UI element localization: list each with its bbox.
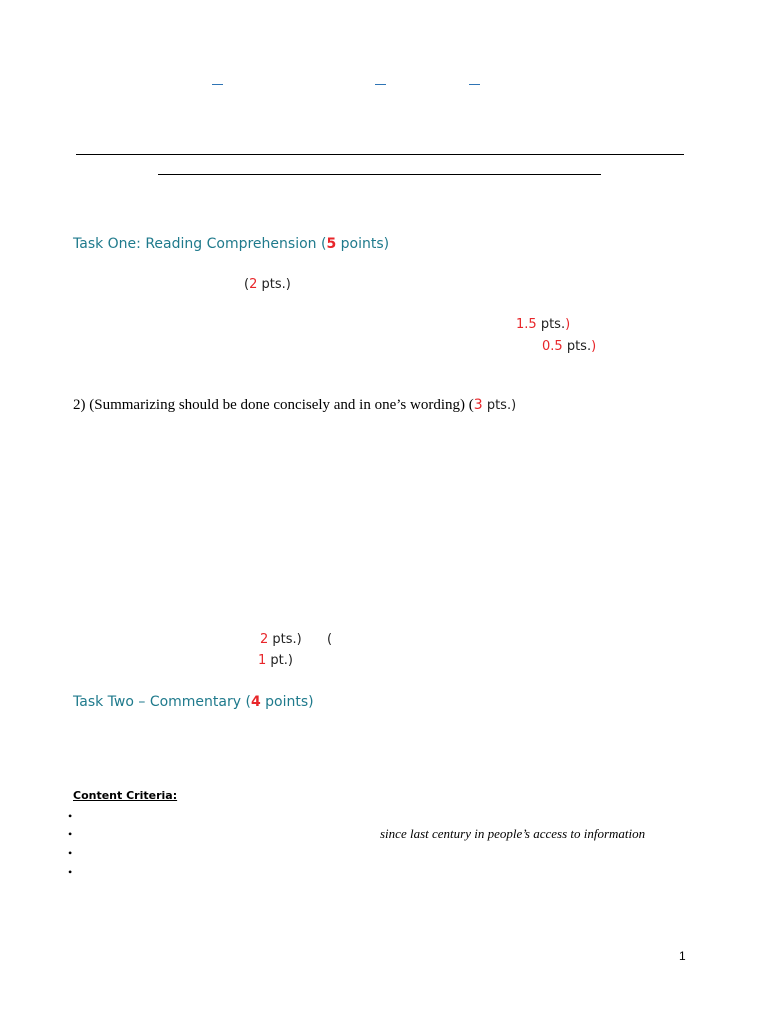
- page-number: 1: [679, 949, 686, 963]
- q2-text: 2) (Summarizing should be done concisely and in one’s wording) (: [73, 397, 474, 413]
- q1a-unit: pts.: [536, 317, 566, 332]
- q4-points: [258, 653, 293, 668]
- header-rule-long: [76, 154, 684, 155]
- criteria-bullet-1: •: [68, 809, 73, 823]
- criteria-bullet-2-text: since last century in people’s access to information: [380, 826, 646, 841]
- q1a-points: [516, 317, 570, 332]
- task-two-title: [73, 694, 314, 710]
- task-two-points: 4: [250, 694, 261, 710]
- q1-unit: pts.): [257, 277, 291, 292]
- header-field-underline-2: [375, 84, 386, 85]
- q1b-points: [542, 339, 596, 354]
- task-two-title-prefix: Task Two – Commentary (: [73, 694, 251, 710]
- q4-value: 1: [258, 653, 267, 668]
- q1b-close: ): [591, 339, 597, 354]
- q1a-close: ): [565, 317, 571, 332]
- q2-unit: pts.): [482, 398, 517, 413]
- q1a-value: 1.5: [516, 317, 537, 332]
- criteria-bullet-4: •: [68, 865, 73, 879]
- header-field-underline-1: [212, 84, 223, 85]
- q1b-unit: pts.: [562, 339, 592, 354]
- q3-value: 2: [260, 632, 269, 647]
- q1b-value: 0.5: [542, 339, 563, 354]
- q2-line: [73, 397, 516, 414]
- q2-value: 3: [473, 397, 483, 413]
- q1-points: [244, 277, 291, 292]
- header-rule-short: [158, 174, 601, 175]
- content-criteria-heading: Content Criteria:: [73, 789, 178, 802]
- task-one-title-suffix: points): [336, 236, 390, 252]
- task-one-title: [73, 236, 389, 252]
- q1-value: 2: [249, 277, 258, 292]
- q1-open-paren: (: [244, 277, 250, 292]
- q3-unit: pts.): [268, 632, 302, 647]
- criteria-bullet-2: •: [68, 827, 73, 841]
- q3-open-paren: (: [327, 632, 333, 647]
- q3-points: [260, 632, 302, 647]
- header-field-underline-3: [469, 84, 480, 85]
- task-one-title-prefix: Task One: Reading Comprehension (: [73, 236, 327, 252]
- task-two-title-suffix: points): [260, 694, 314, 710]
- criteria-bullet-3: •: [68, 846, 73, 860]
- task-one-points: 5: [326, 236, 337, 252]
- q4-unit: pt.): [266, 653, 293, 668]
